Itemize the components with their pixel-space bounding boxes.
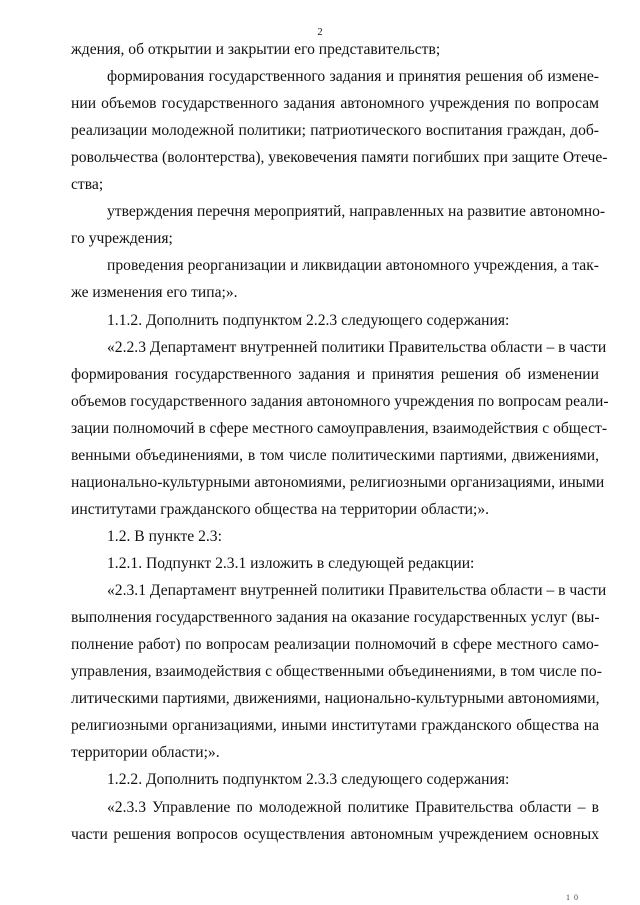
text-line: национально-культурными автономиями, религиозными организациями, иными [71,474,605,491]
text-line: выполнения государственного задания на оказание государственных услуг (вы- [71,609,600,626]
text-line: формирования государственного задания и принятия решения об изменении [71,366,599,383]
text-line: 1.2.1. Подпункт 2.3.1 изложить в следующей редакции: [107,555,475,572]
text-line: реализации молодежной политики; патриотического воспитания граждан, доб- [71,122,599,139]
text-line: «2.3.3 Управление по молодежной политике Правительства области – в [107,799,599,816]
text-line: зации полномочий в сфере местного самоуправления, взаимодействия с общест- [71,420,608,437]
text-line: нии объемов государственного задания автономного учреждения по вопросам [71,95,599,112]
text-line: венными объединениями, в том числе политическими партиями, движениями, [71,447,599,464]
text-line: «2.3.1 Департамент внутренней политики Правительства области – в части [107,582,607,599]
text-line: части решения вопросов осуществления автономным учреждением основных [71,826,599,843]
corner-mark: 1 0 [566,893,579,902]
text-line: объемов государственного задания автономного учреждения по вопросам реали- [71,393,609,410]
text-line: религиозными организациями, иными институтами гражданского общества на [71,717,599,734]
text-line: 1.1.2. Дополнить подпунктом 2.2.3 следующего содержания: [107,312,510,329]
text-line: 1.2.2. Дополнить подпунктом 2.3.3 следующего содержания: [107,771,510,788]
text-line: территории области;». [71,744,220,761]
text-line: институтами гражданского общества на территории области;». [71,501,490,518]
text-line: управления, взаимодействия с общественными объединениями, в том числе по- [71,663,602,680]
text-line: го учреждения; [71,230,173,247]
text-line: «2.2.3 Департамент внутренней политики Правительства области – в части [107,339,607,356]
text-line: ства; [71,176,104,193]
text-line: же изменения его типа;». [71,284,238,301]
text-line: проведения реорганизации и ликвидации автономного учреждения, а так- [107,257,599,274]
text-line: ровольчества (волонтерства), увековечения памяти погибших при защите Отече- [71,149,608,166]
text-line: утверждения перечня мероприятий, направленных на развитие автономно- [107,203,606,220]
text-line: ждения, об открытии и закрытии его представительств; [71,41,441,58]
page-number: 2 [317,27,323,38]
text-line: формирования государственного задания и принятия решения об измене- [107,68,599,85]
text-line: 1.2. В пункте 2.3: [107,528,222,545]
text-line: литическими партиями, движениями, национально-культурными автономиями, [71,690,600,707]
text-line: полнение работ) по вопросам реализации полномочий в сфере местного само- [71,636,599,653]
